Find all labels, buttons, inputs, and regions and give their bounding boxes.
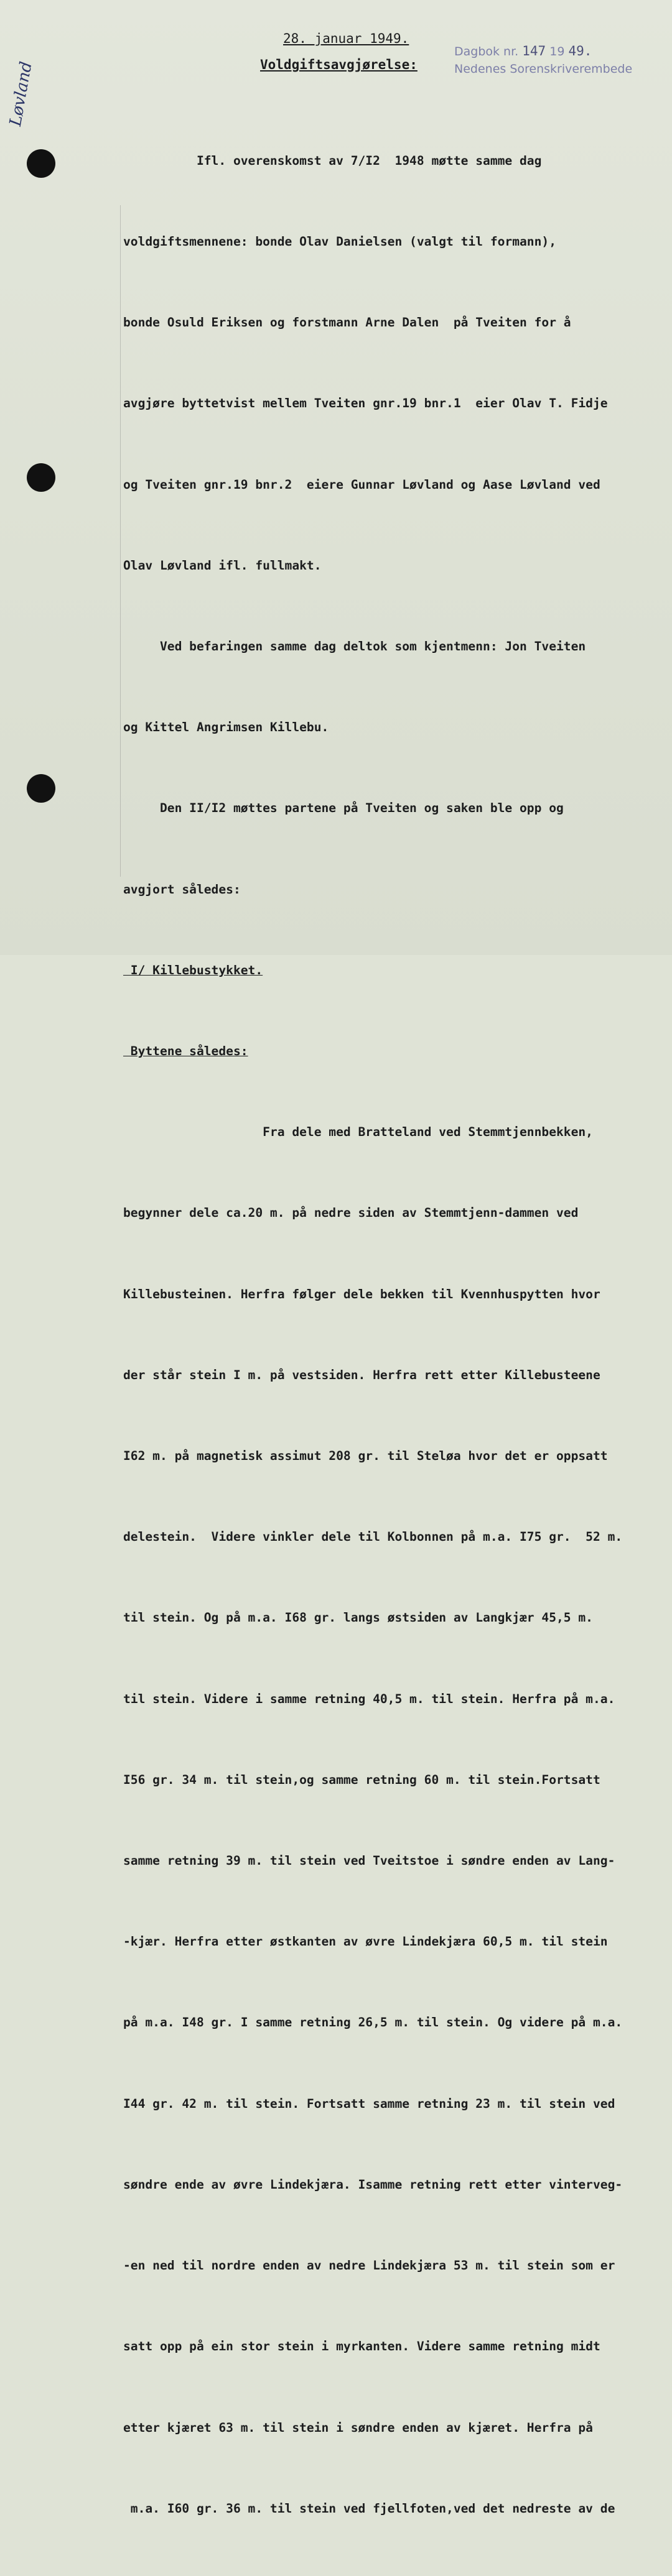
punch-hole xyxy=(27,463,55,492)
margin-rule xyxy=(120,205,121,877)
body-line: Ved befaringen samme dag deltok som kjentmenn: Jon Tveiten xyxy=(123,639,586,654)
body-line: avgjøre byttetvist mellem Tveiten gnr.19 bnr.1 eier Olav T. Fidje xyxy=(123,396,608,411)
registry-stamp xyxy=(454,44,641,76)
document-title: Voldgiftsavgjørelse: xyxy=(260,57,418,72)
body-line: -kjær. Herfra etter østkanten av øvre Lindekjæra 60,5 m. til stein xyxy=(123,1934,608,1949)
margin-handwritten-note: Løvland xyxy=(6,60,36,128)
body-line: delestein. Videre vinkler dele til Kolbonnen på m.a. I75 gr. 52 m. xyxy=(123,1530,623,1544)
body-line: m.a. I60 gr. 36 m. til stein ved fjellfoten,ved det nedreste av de xyxy=(123,2501,615,2516)
stamp-year-suffix: 49. xyxy=(568,44,592,58)
body-line: og Kittel Angrimsen Killebu. xyxy=(123,720,329,735)
body-line: I44 gr. 42 m. til stein. Fortsatt samme retning 23 m. til stein ved xyxy=(123,2096,615,2111)
body-line: avgjort således: xyxy=(123,882,241,897)
body-line: Killebusteinen. Herfra følger dele bekken til Kvennhuspytten hvor xyxy=(123,1286,600,1301)
body-line: til stein. Og på m.a. I68 gr. langs østsiden av Langkjær 45,5 m. xyxy=(123,1610,593,1625)
body-line: voldgiftsmennene: bonde Olav Danielsen (valgt til formann), xyxy=(123,234,556,249)
stamp-office: Nedenes Sorenskriverembede xyxy=(454,62,633,76)
body-line: I62 m. på magnetisk assimut 208 gr. til Steløa hvor det er oppsatt xyxy=(123,1449,608,1464)
stamp-year-prefix: 19 xyxy=(549,45,565,58)
body-line: samme retning 39 m. til stein ved Tveitstoe i søndre enden av Lang- xyxy=(123,1854,615,1868)
subsection-heading: Byttene således: xyxy=(123,1044,248,1059)
section-heading: I/ Killebustykket. xyxy=(123,963,263,977)
body-line: Fra dele med Bratteland ved Stemmtjennbekken, xyxy=(123,1125,593,1140)
body-line: Olav Løvland ifl. fullmakt. xyxy=(123,558,322,573)
body-line: satt opp på ein stor stein i myrkanten. Videre samme retning midt xyxy=(123,2339,600,2354)
body-line: og Tveiten gnr.19 bnr.2 eiere Gunnar Løvland og Aase Løvland ved xyxy=(123,477,600,492)
body-line: etter kjæret 63 m. til stein i søndre enden av kjæret. Herfra på xyxy=(123,2420,593,2435)
document-body xyxy=(123,93,665,2576)
stamp-dagbok-label: Dagbok nr. xyxy=(454,45,519,58)
body-line: søndre ende av øvre Lindekjæra. Isamme retning rett etter vinterveg- xyxy=(123,2177,623,2192)
body-line: på m.a. I48 gr. I samme retning 26,5 m. til stein. Og videre på m.a. xyxy=(123,2015,623,2030)
body-line: begynner dele ca.20 m. på nedre siden av Stemmtjenn-dammen ved xyxy=(123,1206,579,1221)
body-line: Den II/I2 møttes partene på Tveiten og saken ble opp og xyxy=(123,801,564,816)
punch-hole xyxy=(27,149,55,178)
body-line: I56 gr. 34 m. til stein,og samme retning 60 m. til stein.Fortsatt xyxy=(123,1772,600,1787)
document-date: 28. januar 1949. xyxy=(283,31,409,46)
body-line: Ifl. overenskomst av 7/I2 1948 møtte samme dag xyxy=(123,153,542,168)
body-line: bonde Osuld Eriksen og forstmann Arne Dalen på Tveiten for å xyxy=(123,315,571,330)
body-line: til stein. Videre i samme retning 40,5 m. til stein. Herfra på m.a. xyxy=(123,1691,615,1706)
body-line: der står stein I m. på vestsiden. Herfra rett etter Killebusteene xyxy=(123,1367,600,1382)
stamp-dagbok-number: 147 xyxy=(522,44,546,58)
body-line: -en ned til nordre enden av nedre Lindekjæra 53 m. til stein som er xyxy=(123,2258,615,2273)
punch-hole xyxy=(27,774,55,803)
